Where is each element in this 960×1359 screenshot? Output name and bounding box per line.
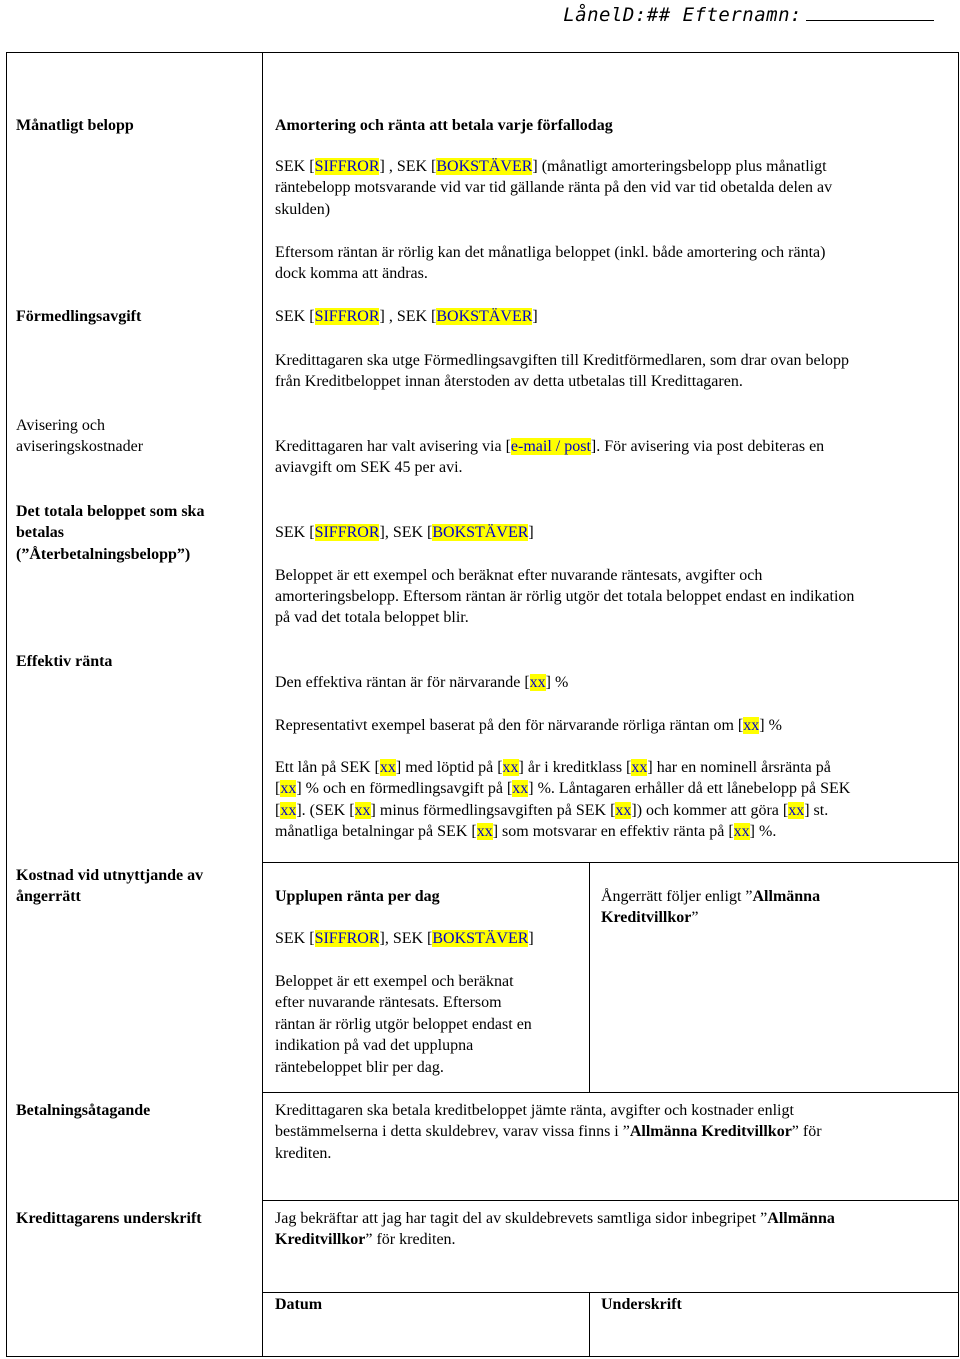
effektiv-example-3: [xx]. (SEK [xx] minus förmedlingsavgiften på SEK [xx]) och kommer att göra [xx] st. bbox=[275, 802, 829, 819]
bokstaver-placeholder[interactable]: BOKSTÄVER bbox=[432, 524, 529, 541]
angerratt-right-2: Kreditvillkor” bbox=[601, 909, 699, 926]
manatligt-line3: skulden) bbox=[275, 201, 331, 218]
angerratt-t4: indikation på vad det upplupna bbox=[275, 1037, 474, 1054]
label-angerratt-2: ångerrätt bbox=[16, 888, 81, 905]
label-manatligt-belopp: Månatligt belopp bbox=[16, 117, 134, 134]
xx-placeholder[interactable]: xx bbox=[379, 759, 396, 776]
totala-amount: SEK [SIFFROR], SEK [BOKSTÄVER] bbox=[275, 524, 534, 541]
header-text: LånelD:## Efternamn: bbox=[563, 4, 802, 26]
underskrift-t2: Kreditvillkor” för krediten. bbox=[275, 1231, 456, 1248]
betalning-t3: krediten. bbox=[275, 1145, 332, 1162]
bokstaver-placeholder[interactable]: BOKSTÄVER bbox=[436, 158, 533, 175]
siffror-placeholder[interactable]: SIFFROR bbox=[314, 158, 380, 175]
angerratt-t5: räntebeloppet blir per dag. bbox=[275, 1059, 444, 1076]
effektiv-example-1: Ett lån på SEK [xx] med löptid på [xx] år i kreditklass [xx] har en nominell årsränta på bbox=[275, 759, 831, 776]
xx-placeholder[interactable]: xx bbox=[502, 759, 519, 776]
angerratt-title: Upplupen ränta per dag bbox=[275, 888, 440, 905]
row-divider-angerratt bbox=[262, 862, 959, 863]
angerratt-t2: efter nuvarande räntesats. Eftersom bbox=[275, 994, 502, 1011]
totala-text1: Beloppet är ett exempel och beräknat efter nuvarande räntesats, avgifter och bbox=[275, 567, 763, 584]
xx-placeholder[interactable]: xx bbox=[615, 802, 632, 819]
betalning-t2: bestämmelserna i detta skuldebrev, varav vissa finns i ”Allmänna Kreditvillkor” för bbox=[275, 1123, 822, 1140]
xx-placeholder[interactable]: xx bbox=[354, 802, 371, 819]
label-totala-2: betalas bbox=[16, 524, 64, 541]
row-divider-signature bbox=[262, 1292, 959, 1293]
totala-text3: på vad det totala beloppet blir. bbox=[275, 609, 469, 626]
siffror-placeholder[interactable]: SIFFROR bbox=[314, 524, 380, 541]
manatligt-line2: räntebelopp motsvarande vid var tid gällande ränta på den vid var tid obetalda delen av bbox=[275, 179, 833, 196]
betalning-t1: Kredittagaren ska betala kreditbeloppet jämte ränta, avgifter och kostnader enligt bbox=[275, 1102, 794, 1119]
angerratt-t3: räntan är rörlig utgör beloppet endast en bbox=[275, 1016, 532, 1033]
avisering-text: Kredittagaren har valt avisering via [e-mail / post]. För avisering via post debiteras en bbox=[275, 438, 825, 455]
cell-divider-signature bbox=[589, 1292, 590, 1357]
siffror-placeholder[interactable]: SIFFROR bbox=[314, 930, 380, 947]
manatligt-note2: dock komma att ändras. bbox=[275, 265, 428, 282]
totala-text2: amorteringsbelopp. Eftersom räntan är rörlig utgör det totala beloppet endast en indikation bbox=[275, 588, 855, 605]
cell-divider-angerratt bbox=[589, 862, 590, 1093]
xx-placeholder[interactable]: xx bbox=[743, 717, 760, 734]
bokstaver-placeholder[interactable]: BOKSTÄVER bbox=[436, 308, 533, 325]
row-divider-underskrift bbox=[262, 1200, 959, 1201]
avisering-line2: aviavgift om SEK 45 per avi. bbox=[275, 459, 463, 476]
label-angerratt-1: Kostnad vid utnyttjande av bbox=[16, 867, 204, 884]
effektiv-example-4: månatliga betalningar på SEK [xx] som motsvarar en effektiv ränta på [xx] %. bbox=[275, 823, 777, 840]
siffror-placeholder[interactable]: SIFFROR bbox=[314, 308, 380, 325]
xx-placeholder[interactable]: xx bbox=[631, 759, 648, 776]
label-totala-3: (”Återbetalningsbelopp”) bbox=[16, 546, 191, 563]
formedling-text2: från Kreditbeloppet innan återstoden av detta utbetalas till Kredittagaren. bbox=[275, 373, 743, 390]
label-avisering-2: aviseringskostnader bbox=[16, 438, 144, 455]
label-underskrift: Kredittagarens underskrift bbox=[16, 1210, 202, 1227]
row-divider-betalning bbox=[262, 1092, 959, 1093]
surname-blank bbox=[806, 2, 934, 21]
formedling-amount: SEK [SIFFROR] , SEK [BOKSTÄVER] bbox=[275, 308, 538, 325]
xx-placeholder[interactable]: xx bbox=[476, 823, 493, 840]
xx-placeholder[interactable]: xx bbox=[512, 780, 529, 797]
label-effektiv-ranta: Effektiv ränta bbox=[16, 653, 113, 670]
page-header bbox=[563, 2, 934, 26]
datum-field[interactable]: Datum bbox=[275, 1296, 323, 1313]
label-betalningsatagande: Betalningsåtagande bbox=[16, 1102, 151, 1119]
xx-placeholder[interactable]: xx bbox=[733, 823, 750, 840]
xx-placeholder[interactable]: xx bbox=[280, 802, 297, 819]
manatligt-note1: Eftersom räntan är rörlig kan det månatliga beloppet (inkl. både amortering och ränta) bbox=[275, 244, 826, 261]
effektiv-line2: Representativt exempel baserat på den för närvarande rörliga räntan om [xx] % bbox=[275, 717, 782, 734]
manatligt-amount: SEK [SIFFROR] , SEK [BOKSTÄVER] (månatligt amorteringsbelopp plus månatligt bbox=[275, 158, 827, 175]
formedling-text1: Kredittagaren ska utge Förmedlingsavgiften till Kreditförmedlaren, som drar ovan belopp bbox=[275, 352, 850, 369]
label-avisering-1: Avisering och bbox=[16, 417, 106, 434]
xx-placeholder[interactable]: xx bbox=[529, 674, 546, 691]
angerratt-amount: SEK [SIFFROR], SEK [BOKSTÄVER] bbox=[275, 930, 534, 947]
effektiv-example-2: [xx] % och en förmedlingsavgift på [xx] %. Låntagaren erhåller då ett lånebelopp på SEK bbox=[275, 780, 851, 797]
angerratt-right-1: Ångerrätt följer enligt ”Allmänna bbox=[601, 888, 821, 905]
effektiv-line1: Den effektiva räntan är för närvarande [xx] % bbox=[275, 674, 569, 691]
underskrift-t1: Jag bekräftar att jag har tagit del av skuldebrevets samtliga sidor inbegripet ”Allmänna bbox=[275, 1210, 835, 1227]
label-formedlingsavgift: Förmedlingsavgift bbox=[16, 308, 142, 325]
delivery-choice-placeholder[interactable]: e-mail / post bbox=[510, 438, 591, 455]
signature-field[interactable]: Underskrift bbox=[601, 1296, 682, 1313]
manatligt-title: Amortering och ränta att betala varje förfallodag bbox=[275, 117, 613, 134]
xx-placeholder[interactable]: xx bbox=[280, 780, 297, 797]
xx-placeholder[interactable]: xx bbox=[788, 802, 805, 819]
label-totala-1: Det totala beloppet som ska bbox=[16, 503, 205, 520]
angerratt-t1: Beloppet är ett exempel och beräknat bbox=[275, 973, 514, 990]
bokstaver-placeholder[interactable]: BOKSTÄVER bbox=[432, 930, 529, 947]
column-divider bbox=[262, 52, 263, 1357]
